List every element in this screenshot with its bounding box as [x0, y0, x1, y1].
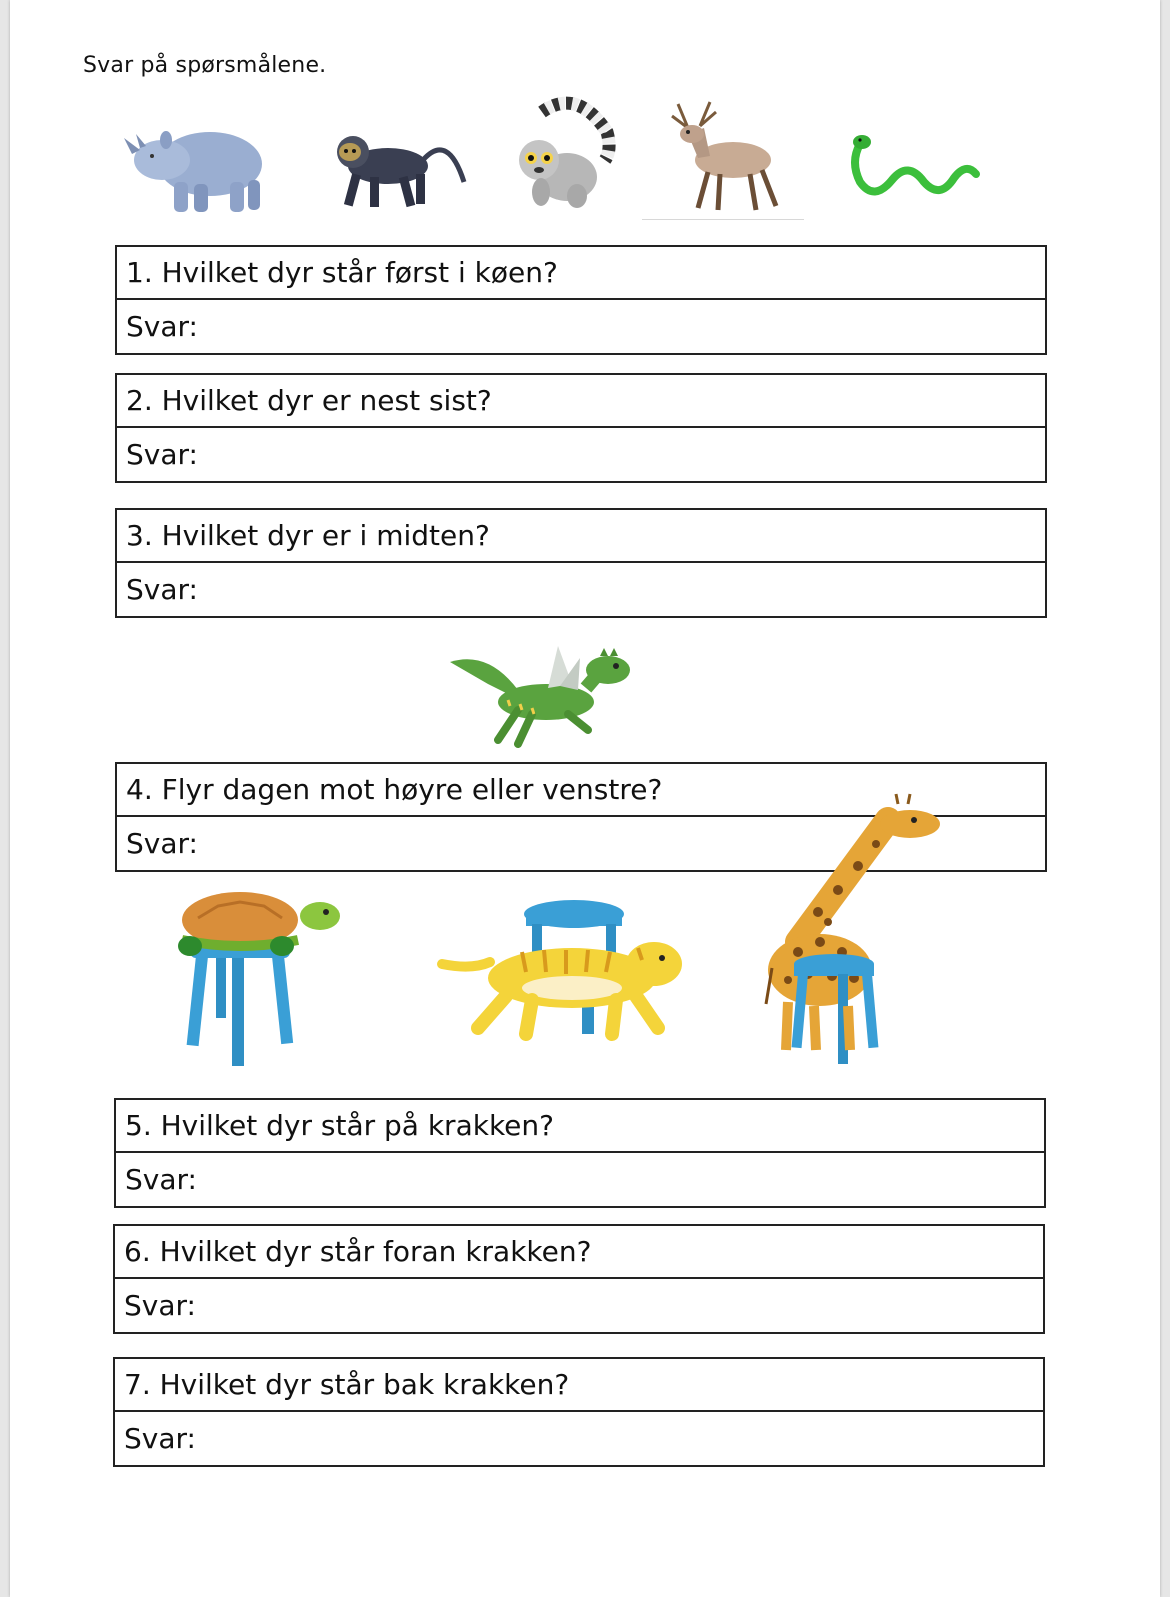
question-text: 4. Flyr dagen mot høyre eller venstre?: [117, 764, 1045, 817]
instruction-text: Svar på spørsmålene.: [83, 53, 327, 78]
giraffe-stool-icon: [758, 792, 948, 1072]
question-text: 1. Hvilket dyr står først i køen?: [117, 247, 1045, 300]
turtle-on-stool-icon: [168, 888, 343, 1068]
question-text: 7. Hvilket dyr står bak krakken?: [115, 1359, 1043, 1412]
question-box-6: [113, 1224, 1045, 1334]
question-text: 3. Hvilket dyr er i midten?: [117, 510, 1045, 563]
worksheet-page: [10, 0, 1160, 1597]
tiger-stool-icon: [422, 896, 692, 1046]
answer-field[interactable]: Svar:: [126, 827, 198, 860]
answer-field[interactable]: Svar:: [126, 438, 198, 471]
answer-field[interactable]: Svar:: [124, 1289, 196, 1322]
answer-field[interactable]: Svar:: [126, 573, 198, 606]
question-text: 6. Hvilket dyr står foran krakken?: [115, 1226, 1043, 1279]
answer-field[interactable]: Svar:: [126, 310, 198, 343]
question-box-7: [113, 1357, 1045, 1467]
question-text: 2. Hvilket dyr er nest sist?: [117, 375, 1045, 428]
divider: [642, 219, 804, 220]
lemur-icon: [507, 92, 622, 217]
answer-field[interactable]: Svar:: [124, 1422, 196, 1455]
deer-icon: [658, 98, 783, 223]
dragon-icon: [448, 640, 638, 750]
rhino-icon: [122, 112, 272, 217]
question-box-1: [115, 245, 1047, 355]
question-box-3: [115, 508, 1047, 618]
question-box-5: [114, 1098, 1046, 1208]
snake-icon: [842, 132, 982, 202]
monkey-icon: [328, 122, 468, 212]
answer-field[interactable]: Svar:: [125, 1163, 197, 1196]
question-text: 5. Hvilket dyr står på krakken?: [116, 1100, 1044, 1153]
question-box-2: [115, 373, 1047, 483]
